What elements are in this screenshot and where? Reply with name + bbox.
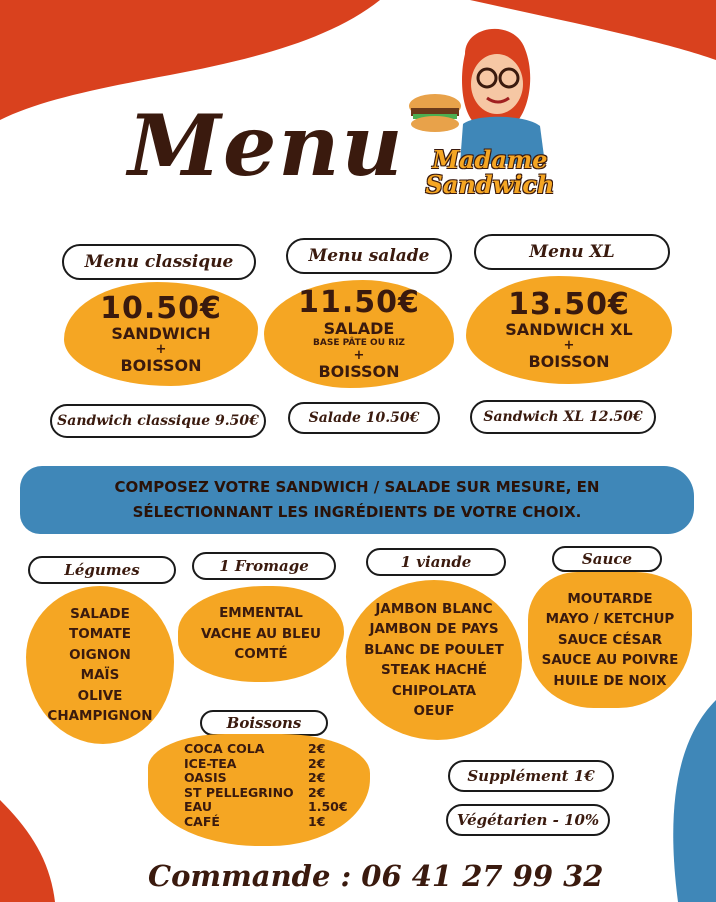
drink-row <box>184 786 358 801</box>
legume-item: SALADE <box>70 605 130 622</box>
legume-item: TOMATE <box>69 626 131 642</box>
fromage-item: EMMENTAL <box>219 605 303 622</box>
drink-price: 2€ <box>308 784 326 800</box>
formula-plus-xl: + <box>563 338 575 354</box>
drink-price: 2€ <box>308 741 326 756</box>
boissons-title: Boissons <box>200 710 328 736</box>
order-phone: Commande : 06 41 27 99 32 <box>148 859 604 893</box>
drink-price: 2€ <box>308 770 326 785</box>
legumes-blob <box>26 586 174 744</box>
banner-line2: SÉLECTIONNANT LES INGRÉDIENTS DE VOTRE CHOIX. <box>132 503 582 521</box>
menu-title: Menu <box>128 96 405 195</box>
brand-line1: Madame <box>432 145 548 174</box>
drink-name: ST PELLEGRINO <box>184 784 294 800</box>
sauce-item: MOUTARDE <box>567 590 653 607</box>
formula-name-classique: Menu classique <box>62 244 256 280</box>
banner-line1: COMPOSEZ VOTRE SANDWICH / SALADE SUR MESURE, EN <box>114 478 600 496</box>
viande-item: JAMBON DE PAYS <box>369 621 499 637</box>
fromage-blob <box>178 586 344 682</box>
sauce-item: MAYO / KETCHUP <box>545 611 675 628</box>
sauce-item: SAUCE CÉSAR <box>557 631 663 648</box>
category-legumes-title: Légumes <box>28 556 176 584</box>
formula-line1-xl: SANDWICH XL <box>505 320 633 340</box>
fromage-item: COMTÉ <box>234 646 288 663</box>
boissons-list <box>184 742 358 829</box>
sauce-item: HUILE DE NOIX <box>553 672 667 689</box>
formula-price-xl: 13.50€ <box>508 286 630 322</box>
formula-sub-salade: BASE PÂTE OU RIZ <box>313 337 405 348</box>
viande-item: OEUF <box>413 703 455 719</box>
drink-row <box>184 815 358 830</box>
solo-price-salade: Salade 10.50€ <box>288 402 440 434</box>
formula-plus-salade: + <box>353 347 365 363</box>
legume-item: OIGNON <box>69 646 131 663</box>
viande-item: JAMBON BLANC <box>375 600 493 617</box>
drink-name: ICE-TEA <box>184 755 237 771</box>
viande-blob <box>346 580 522 740</box>
brand-logo <box>415 145 565 199</box>
drink-price: 1.50€ <box>308 799 348 814</box>
drink-row <box>184 771 358 786</box>
custom-banner <box>20 466 694 534</box>
category-viande-title: 1 viande <box>366 548 506 576</box>
formula-name-xl: Menu XL <box>474 234 670 270</box>
brand-line2: Sandwich <box>425 170 555 199</box>
bottom-left-red-shape <box>0 800 60 902</box>
viande-item: CHIPOLATA <box>391 682 477 699</box>
formula-line2-xl: BOISSON <box>528 352 610 372</box>
drink-name: CAFÉ <box>184 813 220 829</box>
viande-item: BLANC DE POULET <box>364 641 504 658</box>
drink-name: EAU <box>184 799 212 814</box>
formula-price-classique: 10.50€ <box>100 290 222 326</box>
formula-blob-classique <box>64 282 258 386</box>
drink-price: 2€ <box>308 755 326 771</box>
category-fromage-title: 1 Fromage <box>192 552 336 580</box>
drink-row <box>184 800 358 815</box>
formula-name-salade: Menu salade <box>286 238 452 274</box>
viande-item: STEAK HACHÉ <box>381 662 487 678</box>
formula-line1-classique: SANDWICH <box>111 324 211 344</box>
category-sauce-title: Sauce <box>552 546 662 572</box>
formula-line2-salade: BOISSON <box>318 361 400 381</box>
drink-name: OASIS <box>184 770 227 785</box>
supplement-pill: Supplément 1€ <box>448 760 614 792</box>
bottom-right-blue-shape <box>656 700 716 902</box>
legume-item: OLIVE <box>77 687 123 704</box>
solo-price-classique: Sandwich classique 9.50€ <box>50 404 266 438</box>
sauce-item: SAUCE AU POIVRE <box>541 652 679 669</box>
drink-name: COCA COLA <box>184 741 265 756</box>
formula-blob-xl <box>466 276 672 384</box>
formula-line1-salade: SALADE <box>323 318 395 338</box>
fromage-item: VACHE AU BLEU <box>201 625 321 642</box>
drink-row <box>184 757 358 772</box>
legume-item: MAÏS <box>80 667 120 683</box>
formula-line2-classique: BOISSON <box>120 356 202 376</box>
formula-blob-salade <box>264 280 454 388</box>
vegetarien-pill: Végétarien - 10% <box>446 804 610 836</box>
solo-price-xl: Sandwich XL 12.50€ <box>470 400 656 434</box>
sauce-blob <box>528 572 692 708</box>
formula-plus-classique: + <box>155 342 167 358</box>
legume-item: CHAMPIGNON <box>47 708 153 724</box>
formula-price-salade: 11.50€ <box>298 285 420 321</box>
drink-price: 1€ <box>308 813 326 829</box>
drink-row <box>184 742 358 757</box>
